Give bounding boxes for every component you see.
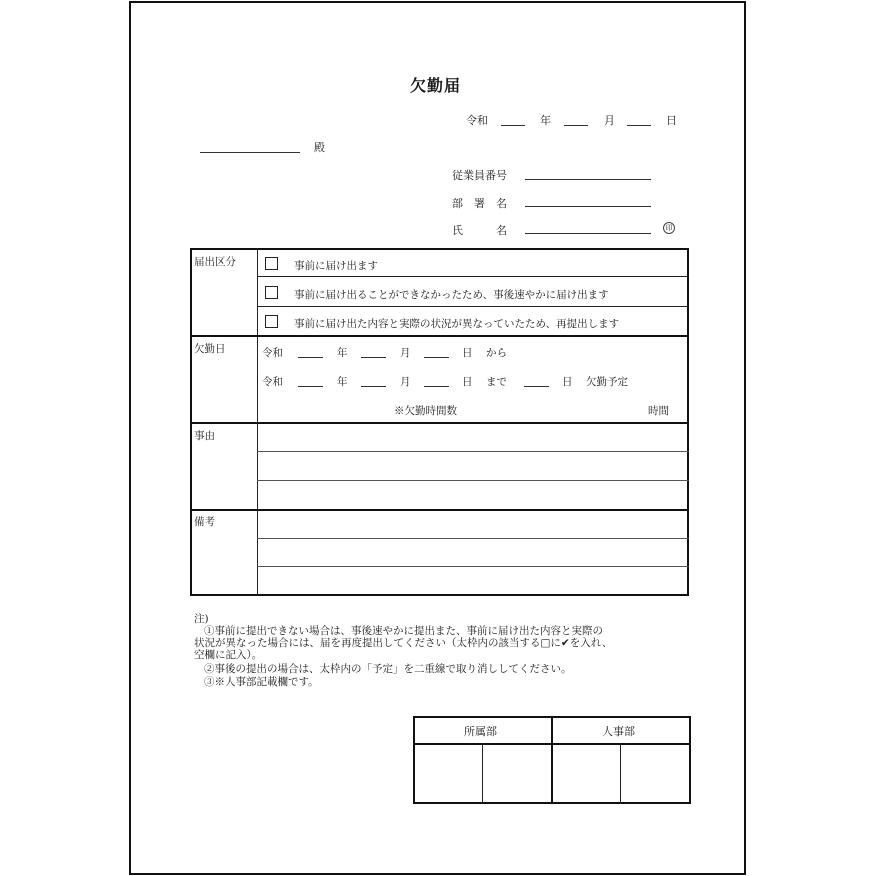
- date-day-unit: 日: [666, 114, 677, 127]
- note-1-line-3: 空欄に記入）。: [194, 649, 263, 661]
- seal-icon: 印: [663, 222, 675, 234]
- date-era: 令和: [466, 114, 488, 127]
- category-label: 届出区分: [194, 256, 236, 268]
- department-field[interactable]: [525, 190, 651, 206]
- form-page: [129, 1, 746, 875]
- reason-line-3-field[interactable]: [259, 481, 687, 507]
- date-month-field[interactable]: [564, 109, 588, 125]
- note-1-line-1: ①事前に提出できない場合は、事後速やかに提出また、事前に届け出た内容と実際の: [204, 625, 603, 637]
- row1-year-field[interactable]: [298, 342, 323, 358]
- department-line: [525, 206, 651, 207]
- employee-no-line: [525, 179, 651, 180]
- note-1-line-2: 状況が異なった場合には、届を再度提出してください（太枠内の該当する□に✔を入れ、: [194, 637, 613, 649]
- row2-days-unit: 日: [562, 376, 573, 388]
- date-day-field[interactable]: [627, 109, 651, 125]
- category-divider-1: [257, 276, 689, 277]
- approval-hr-label: 人事部: [602, 725, 635, 738]
- reason-label: 事由: [194, 430, 215, 442]
- note-3: ③※人事部記載欄です。: [204, 676, 319, 688]
- remarks-label: 備考: [194, 516, 215, 528]
- name-line: [525, 233, 651, 234]
- hours-unit: 時間: [648, 405, 669, 417]
- approval-hr-stamp-1[interactable]: [553, 745, 619, 802]
- row1-day-unit: 日: [462, 347, 473, 359]
- remarks-line-1-field[interactable]: [259, 511, 687, 537]
- row1-from: から: [486, 347, 507, 359]
- row2-day-field[interactable]: [424, 371, 449, 387]
- category-option-2-label: 事前に届け出ることができなかったため、事後速やかに届け出ます: [294, 289, 609, 301]
- approval-dept-stamp-2[interactable]: [484, 745, 550, 802]
- row1-year-unit: 年: [337, 347, 348, 359]
- absence-date-label: 欠勤日: [194, 343, 226, 355]
- approval-dept-label: 所属部: [464, 725, 497, 738]
- category-option-3-checkbox[interactable]: [265, 315, 278, 328]
- row2-year-unit: 年: [337, 376, 348, 388]
- hours-field[interactable]: [476, 400, 646, 416]
- note-2: ②事後の提出の場合は、太枠内の「予定」を二重線で取り消ししてください。: [204, 663, 572, 675]
- approval-hr-stamp-2[interactable]: [622, 745, 688, 802]
- row2-day-unit: 日: [462, 376, 473, 388]
- employee-no-field[interactable]: [525, 163, 651, 179]
- date-day-line: [627, 125, 651, 126]
- row2-until: まで: [486, 376, 507, 388]
- row2-planned: 欠勤予定: [586, 376, 628, 388]
- remarks-line-2-field[interactable]: [259, 539, 687, 565]
- approval-left-split: [482, 743, 483, 804]
- date-year-field[interactable]: [501, 109, 525, 125]
- category-option-1-label: 事前に届け出ます: [294, 260, 378, 272]
- addressee-field[interactable]: [200, 136, 300, 152]
- remarks-line-3-field[interactable]: [259, 567, 687, 593]
- reason-line-2-field[interactable]: [259, 452, 687, 478]
- employee-no-label: 従業員番号: [452, 169, 507, 182]
- notes-head: 注): [194, 613, 209, 625]
- reason-line-1-field[interactable]: [259, 424, 687, 450]
- approval-right-split: [620, 743, 621, 804]
- name-label: 氏 名: [452, 224, 507, 237]
- date-month-unit: 月: [604, 114, 615, 127]
- date-month-line: [564, 125, 588, 126]
- category-option-2-checkbox[interactable]: [265, 286, 278, 299]
- row2-era: 令和: [262, 376, 283, 388]
- addressee-line: [200, 152, 300, 153]
- category-option-3-label: 事前に届け出た内容と実際の状況が異なっていたため、再提出します: [294, 318, 620, 330]
- approval-dept-stamp-1[interactable]: [415, 745, 481, 802]
- category-divider-2: [257, 306, 689, 307]
- row1-month-field[interactable]: [361, 342, 386, 358]
- hours-label: ※欠勤時間数: [394, 405, 457, 417]
- row2-days-field[interactable]: [524, 371, 549, 387]
- row1-month-unit: 月: [400, 347, 411, 359]
- date-year-unit: 年: [540, 114, 551, 127]
- name-field[interactable]: [525, 217, 651, 233]
- row2-month-unit: 月: [400, 376, 411, 388]
- date-year-line: [501, 125, 525, 126]
- department-label: 部 署 名: [452, 197, 507, 210]
- row1-day-field[interactable]: [424, 342, 449, 358]
- row2-year-field[interactable]: [298, 371, 323, 387]
- row1-era: 令和: [262, 347, 283, 359]
- category-option-1-checkbox[interactable]: [265, 257, 278, 270]
- section-divider-1: [190, 335, 689, 337]
- form-title: 欠勤届: [410, 76, 462, 95]
- addressee-suffix: 殿: [314, 141, 325, 154]
- row2-month-field[interactable]: [361, 371, 386, 387]
